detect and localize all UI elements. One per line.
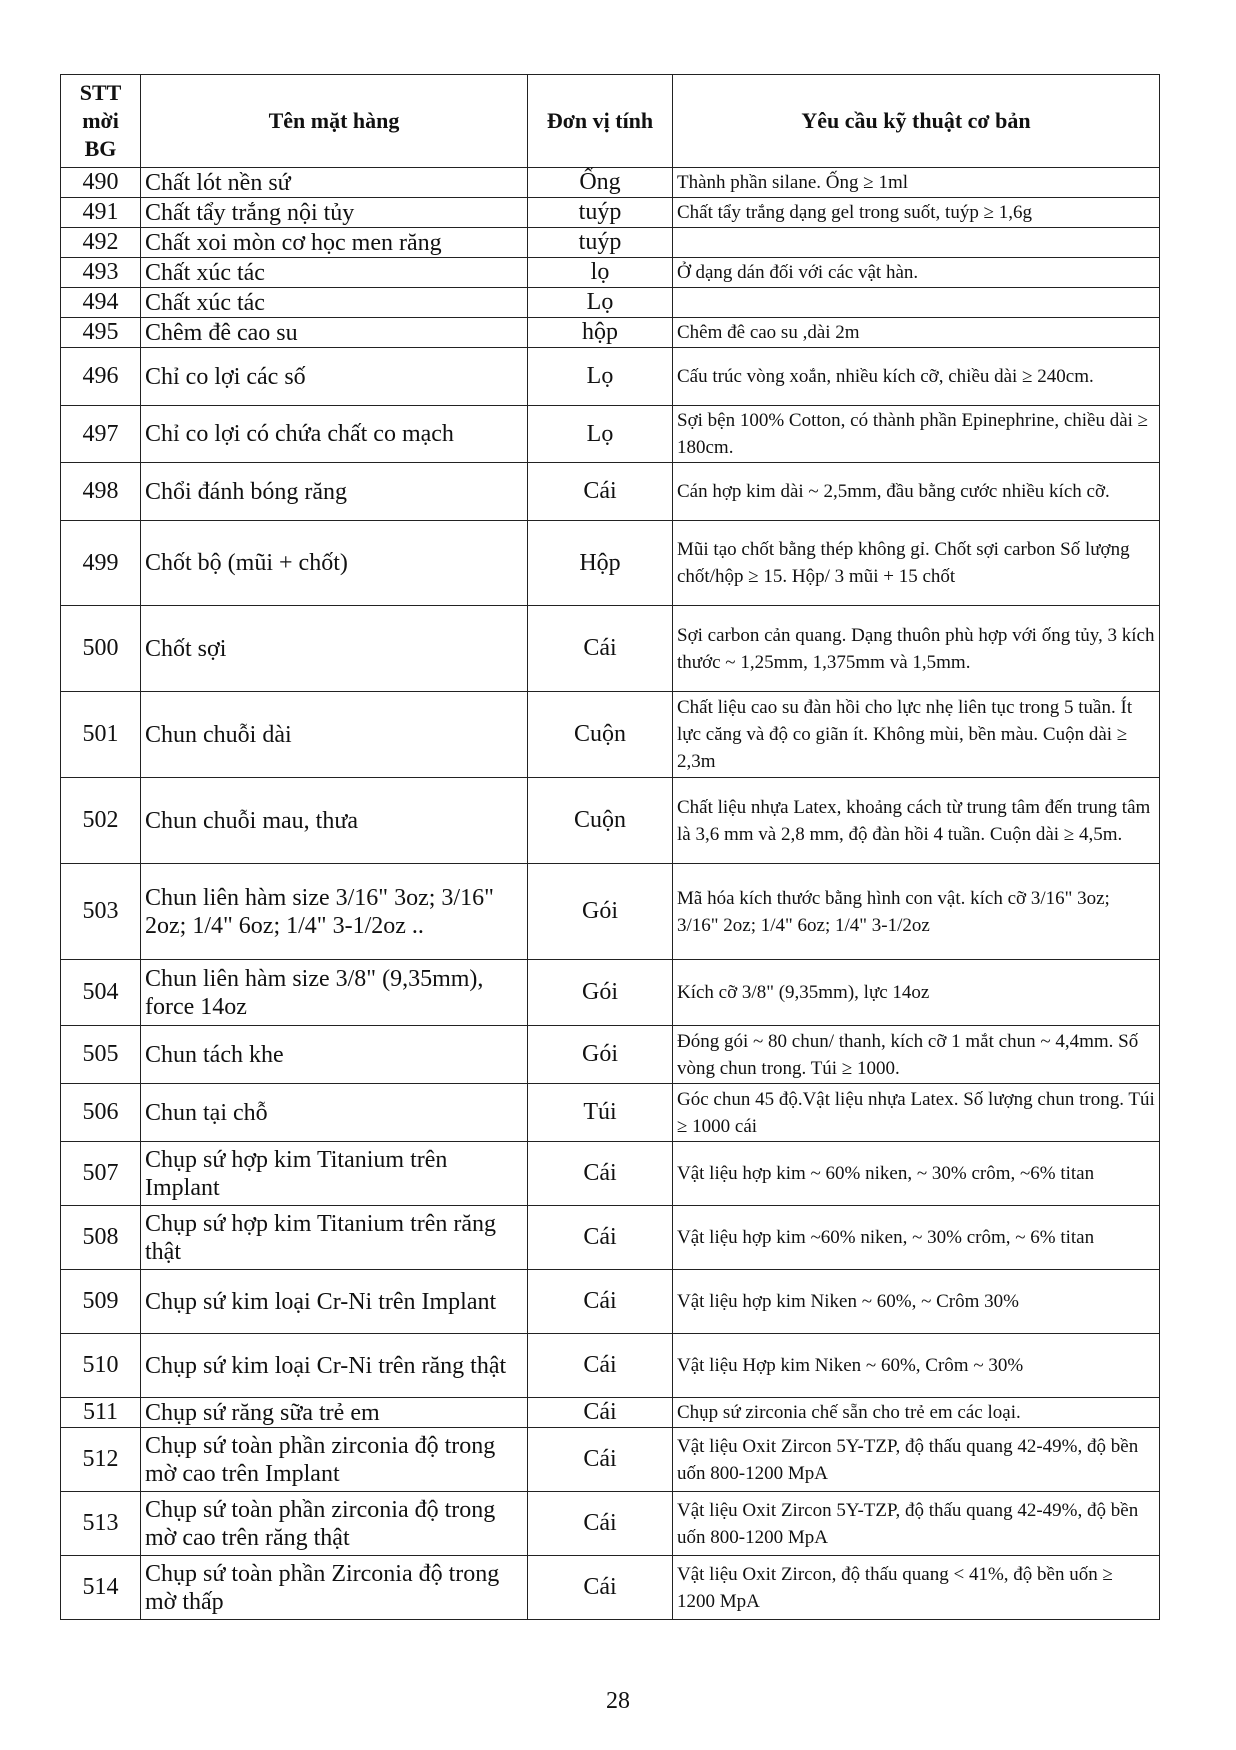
page-number: 28 <box>606 1688 630 1714</box>
item-spec: Chêm đê cao su ,dài 2m <box>673 318 1160 348</box>
table-row <box>61 348 1160 406</box>
item-spec: Chụp sứ zirconia chế sẵn cho trẻ em các loại. <box>673 1398 1160 1428</box>
item-name: Chỉ co lợi các số <box>141 348 528 406</box>
table-row <box>61 778 1160 864</box>
item-name: Chốt sợi <box>141 606 528 692</box>
table-row <box>61 864 1160 960</box>
table-row <box>61 1270 1160 1334</box>
item-stt: 514 <box>61 1556 141 1620</box>
item-name: Chun liên hàm size 3/8" (9,35mm), force 14oz <box>141 960 528 1026</box>
header-stt: STT mời BG <box>61 75 141 168</box>
item-name: Chụp sứ toàn phần Zirconia độ trong mờ thấp <box>141 1556 528 1620</box>
table-row <box>61 1142 1160 1206</box>
item-spec: Chất liệu cao su đàn hồi cho lực nhẹ liên tục trong 5 tuần. Ít lực căng và độ co giãn ít. Không mùi, bền màu. Cuộn dài ≥ 2,3m <box>673 692 1160 778</box>
table-row <box>61 1206 1160 1270</box>
item-name: Chun chuỗi dài <box>141 692 528 778</box>
item-name: Chụp sứ răng sữa trẻ em <box>141 1398 528 1428</box>
item-spec: Góc chun 45 độ.Vật liệu nhựa Latex. Số lượng chun trong. Túi ≥ 1000 cái <box>673 1084 1160 1142</box>
item-stt: 501 <box>61 692 141 778</box>
item-spec: Sợi carbon cản quang. Dạng thuôn phù hợp với ống tủy, 3 kích thước ~ 1,25mm, 1,375mm và 1,5mm. <box>673 606 1160 692</box>
item-spec: Mũi tạo chốt bằng thép không gỉ. Chốt sợi carbon Số lượng chốt/hộp ≥ 15. Hộp/ 3 mũi + 15 chốt <box>673 521 1160 606</box>
item-stt: 509 <box>61 1270 141 1334</box>
item-spec: Vật liệu Oxit Zircon 5Y-TZP, độ thấu quang 42-49%, độ bền uốn 800-1200 MpA <box>673 1492 1160 1556</box>
item-name: Chất lót nền sứ <box>141 168 528 198</box>
item-unit: Cái <box>528 1428 673 1492</box>
item-stt: 498 <box>61 463 141 521</box>
item-unit: Cuộn <box>528 778 673 864</box>
item-unit: Cái <box>528 1556 673 1620</box>
table-row <box>61 463 1160 521</box>
item-name: Chun chuỗi mau, thưa <box>141 778 528 864</box>
table-row <box>61 960 1160 1026</box>
item-spec: Kích cỡ 3/8" (9,35mm), lực 14oz <box>673 960 1160 1026</box>
item-unit: tuýp <box>528 198 673 228</box>
item-name: Chỉ co lợi có chứa chất co mạch <box>141 406 528 463</box>
table-row <box>61 1026 1160 1084</box>
item-unit: Cái <box>528 1270 673 1334</box>
item-spec <box>673 228 1160 258</box>
table-row <box>61 168 1160 198</box>
item-stt: 499 <box>61 521 141 606</box>
item-name: Chụp sứ kim loại Cr-Ni trên Implant <box>141 1270 528 1334</box>
item-stt: 508 <box>61 1206 141 1270</box>
table-row <box>61 1428 1160 1492</box>
item-spec: Vật liệu hợp kim Niken ~ 60%, ~ Crôm 30% <box>673 1270 1160 1334</box>
item-unit: Cái <box>528 606 673 692</box>
item-unit: Lọ <box>528 406 673 463</box>
item-unit: Lọ <box>528 288 673 318</box>
item-stt: 491 <box>61 198 141 228</box>
item-spec: Đóng gói ~ 80 chun/ thanh, kích cỡ 1 mắt chun ~ 4,4mm. Số vòng chun trong. Túi ≥ 1000. <box>673 1026 1160 1084</box>
table-row <box>61 1334 1160 1398</box>
table-header-row <box>61 75 1160 168</box>
item-spec: Vật liệu hợp kim ~60% niken, ~ 30% crôm, ~ 6% titan <box>673 1206 1160 1270</box>
item-unit: Cái <box>528 463 673 521</box>
item-name: Chụp sứ hợp kim Titanium trên răng thật <box>141 1206 528 1270</box>
item-unit: lọ <box>528 258 673 288</box>
item-spec: Mã hóa kích thước bằng hình con vật. kích cỡ 3/16" 3oz; 3/16" 2oz; 1/4" 6oz; 1/4" 3-1/2oz <box>673 864 1160 960</box>
item-stt: 503 <box>61 864 141 960</box>
item-unit: Cái <box>528 1334 673 1398</box>
table-row <box>61 1556 1160 1620</box>
item-stt: 495 <box>61 318 141 348</box>
item-name: Chất xoi mòn cơ học men răng <box>141 228 528 258</box>
item-unit: tuýp <box>528 228 673 258</box>
item-spec: Thành phần silane. Ống ≥ 1ml <box>673 168 1160 198</box>
item-name: Chất xúc tác <box>141 258 528 288</box>
item-spec: Vật liệu hợp kim ~ 60% niken, ~ 30% crôm, ~6% titan <box>673 1142 1160 1206</box>
table-row <box>61 198 1160 228</box>
item-name: Chụp sứ toàn phần zirconia độ trong mờ cao trên Implant <box>141 1428 528 1492</box>
item-name: Chổi đánh bóng răng <box>141 463 528 521</box>
item-stt: 493 <box>61 258 141 288</box>
item-name: Chất xúc tác <box>141 288 528 318</box>
item-spec: Cán hợp kim dài ~ 2,5mm, đầu bằng cước nhiều kích cỡ. <box>673 463 1160 521</box>
table-row <box>61 521 1160 606</box>
item-spec: Vật liệu Oxit Zircon 5Y-TZP, độ thấu quang 42-49%, độ bền uốn 800-1200 MpA <box>673 1428 1160 1492</box>
item-spec: Chất liệu nhựa Latex, khoảng cách từ trung tâm đến trung tâm là 3,6 mm và 2,8 mm, độ đàn hồi 4 tuần. Cuộn dài ≥ 4,5m. <box>673 778 1160 864</box>
item-name: Chụp sứ hợp kim Titanium trên Implant <box>141 1142 528 1206</box>
item-stt: 502 <box>61 778 141 864</box>
table-row <box>61 288 1160 318</box>
item-stt: 490 <box>61 168 141 198</box>
item-unit: Cuộn <box>528 692 673 778</box>
item-name: Chun tách khe <box>141 1026 528 1084</box>
item-name: Chốt bộ (mũi + chốt) <box>141 521 528 606</box>
item-unit: Hộp <box>528 521 673 606</box>
item-stt: 500 <box>61 606 141 692</box>
item-spec: Ở dạng dán đối với các vật hàn. <box>673 258 1160 288</box>
header-technical-requirements: Yêu cầu kỹ thuật cơ bản <box>673 75 1160 168</box>
item-unit: Túi <box>528 1084 673 1142</box>
item-spec: Sợi bện 100% Cotton, có thành phần Epinephrine, chiều dài ≥ 180cm. <box>673 406 1160 463</box>
table-row <box>61 1398 1160 1428</box>
item-name: Chụp sứ kim loại Cr-Ni trên răng thật <box>141 1334 528 1398</box>
item-stt: 512 <box>61 1428 141 1492</box>
item-stt: 492 <box>61 228 141 258</box>
item-unit: Cái <box>528 1492 673 1556</box>
table-row <box>61 1084 1160 1142</box>
item-stt: 511 <box>61 1398 141 1428</box>
item-unit: Gói <box>528 1026 673 1084</box>
item-stt: 504 <box>61 960 141 1026</box>
table-row <box>61 228 1160 258</box>
items-table <box>60 74 1160 1620</box>
item-stt: 496 <box>61 348 141 406</box>
item-stt: 506 <box>61 1084 141 1142</box>
item-spec <box>673 288 1160 318</box>
item-spec: Vật liệu Oxit Zircon, độ thấu quang < 41%, độ bền uốn ≥ 1200 MpA <box>673 1556 1160 1620</box>
item-stt: 510 <box>61 1334 141 1398</box>
item-unit: Cái <box>528 1398 673 1428</box>
item-unit: Gói <box>528 864 673 960</box>
table-row <box>61 318 1160 348</box>
item-unit: Ống <box>528 168 673 198</box>
item-unit: Cái <box>528 1206 673 1270</box>
item-name: Chun tại chỗ <box>141 1084 528 1142</box>
item-stt: 507 <box>61 1142 141 1206</box>
item-unit: Lọ <box>528 348 673 406</box>
table-row <box>61 258 1160 288</box>
item-stt: 494 <box>61 288 141 318</box>
header-unit: Đơn vị tính <box>528 75 673 168</box>
item-spec: Chất tẩy trắng dạng gel trong suốt, tuýp ≥ 1,6g <box>673 198 1160 228</box>
item-stt: 505 <box>61 1026 141 1084</box>
item-spec: Vật liệu Hợp kim Niken ~ 60%, Crôm ~ 30% <box>673 1334 1160 1398</box>
item-name: Chêm đê cao su <box>141 318 528 348</box>
header-item-name: Tên mặt hàng <box>141 75 528 168</box>
item-name: Chất tẩy trắng nội tủy <box>141 198 528 228</box>
table-row <box>61 406 1160 463</box>
item-unit: Cái <box>528 1142 673 1206</box>
table-row <box>61 606 1160 692</box>
item-stt: 513 <box>61 1492 141 1556</box>
item-unit: Gói <box>528 960 673 1026</box>
item-stt: 497 <box>61 406 141 463</box>
table-row <box>61 692 1160 778</box>
item-spec: Cấu trúc vòng xoắn, nhiều kích cỡ, chiều dài ≥ 240cm. <box>673 348 1160 406</box>
item-unit: hộp <box>528 318 673 348</box>
item-name: Chun liên hàm size 3/16" 3oz; 3/16" 2oz; 1/4" 6oz; 1/4" 3-1/2oz .. <box>141 864 528 960</box>
item-name: Chụp sứ toàn phần zirconia độ trong mờ cao trên răng thật <box>141 1492 528 1556</box>
table-row <box>61 1492 1160 1556</box>
